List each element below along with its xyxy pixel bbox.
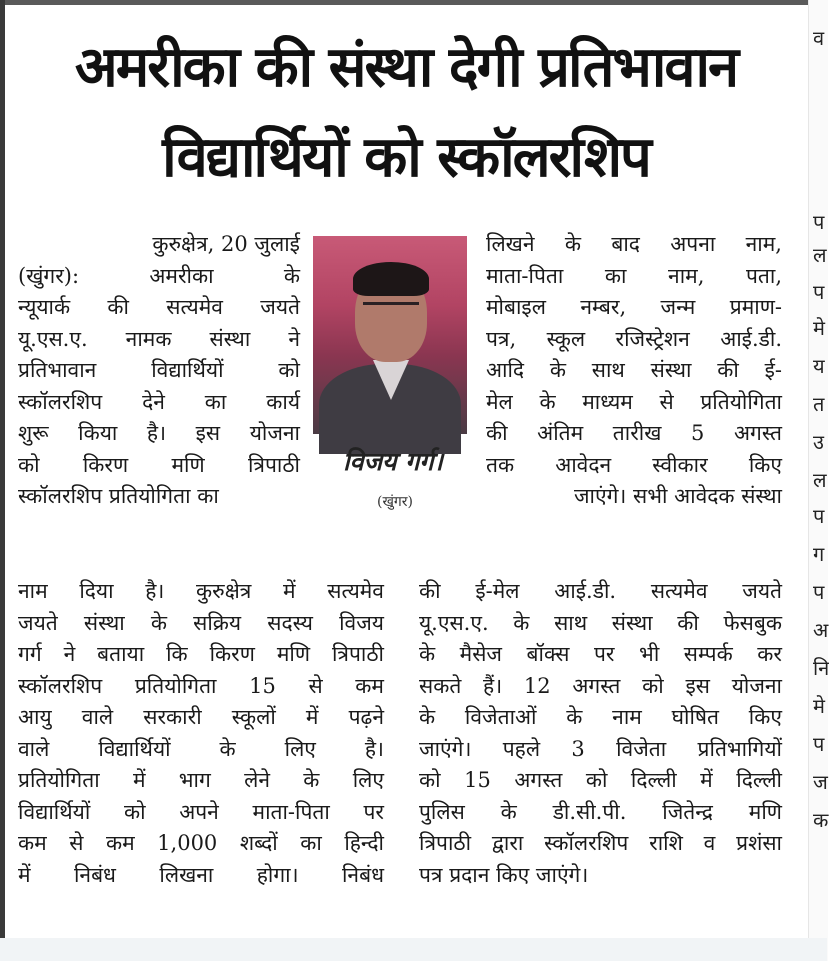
adjacent-text-fragment: ज (813, 770, 828, 794)
article-line: पुलिस के डी.सी.पी. जितेन्द्र मणि (419, 799, 782, 824)
adjacent-text-fragment: प (813, 504, 825, 528)
article-column-right-bottom (419, 576, 782, 891)
adjacent-text-fragment: प (813, 210, 825, 234)
article-line: आयु वाले सरकारी स्कूलों में पढ़ने (18, 705, 384, 729)
adjacent-text-fragment: त (813, 392, 825, 416)
adjacent-text-fragment: व (813, 26, 825, 50)
article-line: के विजेताओं के नाम घोषित किए (419, 705, 782, 729)
article-line: की अंतिम तारीख 5 अगस्त (486, 421, 782, 445)
adjacent-text-fragment: प (813, 732, 825, 756)
article-line: पत्र प्रदान किए जाएंगे। (419, 862, 589, 887)
article-line: त्रिपाठी द्वारा स्कॉलरशिप राशि व प्रशंसा (419, 831, 782, 855)
article-line: जयते संस्था के सक्रिय सदस्य विजय (18, 610, 384, 635)
adjacent-text-fragment: ल (813, 468, 827, 492)
article-line: के मैसेज बॉक्स पर भी सम्पर्क कर (419, 642, 782, 666)
article-line: आदि के साथ संस्था की ई- (486, 358, 782, 382)
article-column-left-top (18, 229, 300, 513)
article-line: पत्र, स्कूल रजिस्ट्रेशन आई.डी. (486, 326, 782, 351)
photo-credit: (खुंगर) (377, 494, 413, 510)
article-line: सकते हैं। 12 अगस्त को इस योजना (419, 673, 782, 698)
article-line: कम से कम 1,000 शब्दों का हिन्दी (18, 831, 384, 855)
adjacent-text-fragment: मे (813, 316, 825, 340)
top-border-rule (0, 0, 810, 5)
article-line: गर्ग ने बताया कि किरण मणि त्रिपाठी (18, 642, 384, 666)
article-line: विद्यार्थियों को अपने माता-पिता पर (18, 799, 384, 824)
adjacent-text-fragment: अ (813, 618, 829, 642)
article-line: की ई-मेल आई.डी. सत्यमेव जयते (419, 579, 782, 603)
article-column-left-bottom (18, 576, 384, 891)
article-line: जाएंगे। सभी आवेदक संस्था (573, 484, 782, 508)
adjacent-article-strip (808, 0, 828, 961)
adjacent-text-fragment: मे (813, 694, 825, 718)
article-line: मोबाइल नम्बर, जन्म प्रमाण- (486, 295, 782, 319)
article-line: स्कॉलरशिप प्रतियोगिता का (18, 484, 219, 508)
article-line: यू.एस.ए. नामक संस्था ने (18, 326, 300, 351)
article-line: कुरुक्षेत्र, 20 जुलाई (152, 232, 300, 256)
bottom-margin-band (0, 938, 827, 961)
adjacent-text-fragment: नि (813, 656, 829, 680)
article-line: शुरू किया है। इस योजना (18, 421, 300, 445)
headline-line-2: विद्यार्थियों को स्कॉलरशिप (162, 125, 650, 190)
article-line: न्यूयार्क की सत्यमेव जयते (18, 295, 300, 319)
adjacent-text-fragment: य (813, 354, 825, 378)
article-line: को किरण मणि त्रिपाठी (18, 452, 300, 477)
headline-line-1: अमरीका की संस्था देगी प्रतिभावान (74, 35, 738, 100)
article-line: जाएंगे। पहले 3 विजेता प्रतिभागियों (419, 736, 782, 761)
article-line: वाले विद्यार्थियों के लिए है। (18, 736, 384, 761)
adjacent-text-fragment: उ (813, 430, 824, 454)
article-line: तक आवेदन स्वीकार किए (486, 452, 782, 477)
adjacent-text-fragment: ल (813, 243, 827, 267)
article-line: को 15 अगस्त को दिल्ली में दिल्ली (419, 768, 782, 792)
article-line: यू.एस.ए. के साथ संस्था की फेसबुक (419, 610, 782, 635)
adjacent-text-fragment: ग (813, 542, 825, 566)
article-line: मेल के माध्यम से प्रतियोगिता (486, 389, 782, 414)
adjacent-text-fragment: प (813, 280, 825, 304)
article-line: (खुंगर): अमरीका के (18, 263, 300, 288)
article-line: प्रतिभावान विद्यार्थियों को (18, 358, 300, 382)
article-line: स्कॉलरशिप प्रतियोगिता 15 से कम (18, 673, 384, 698)
article-line: लिखने के बाद अपना नाम, (486, 232, 782, 256)
left-column-rule (0, 0, 5, 938)
article-line: स्कॉलरशिप देने का कार्य (18, 389, 300, 414)
photo-caption: विजय गर्ग। (343, 447, 443, 476)
adjacent-text-fragment: क (813, 808, 829, 832)
article-line: नाम दिया है। कुरुक्षेत्र में सत्यमेव (18, 579, 384, 603)
article-line: माता-पिता का नाम, पता, (486, 263, 782, 288)
portrait-photo (313, 236, 467, 434)
adjacent-text-fragment: प (813, 580, 825, 604)
article-line: प्रतियोगिता में भाग लेने के लिए (18, 768, 384, 792)
article-line: में निबंध लिखना होगा। निबंध (18, 862, 384, 887)
article-column-right-top (486, 229, 782, 513)
